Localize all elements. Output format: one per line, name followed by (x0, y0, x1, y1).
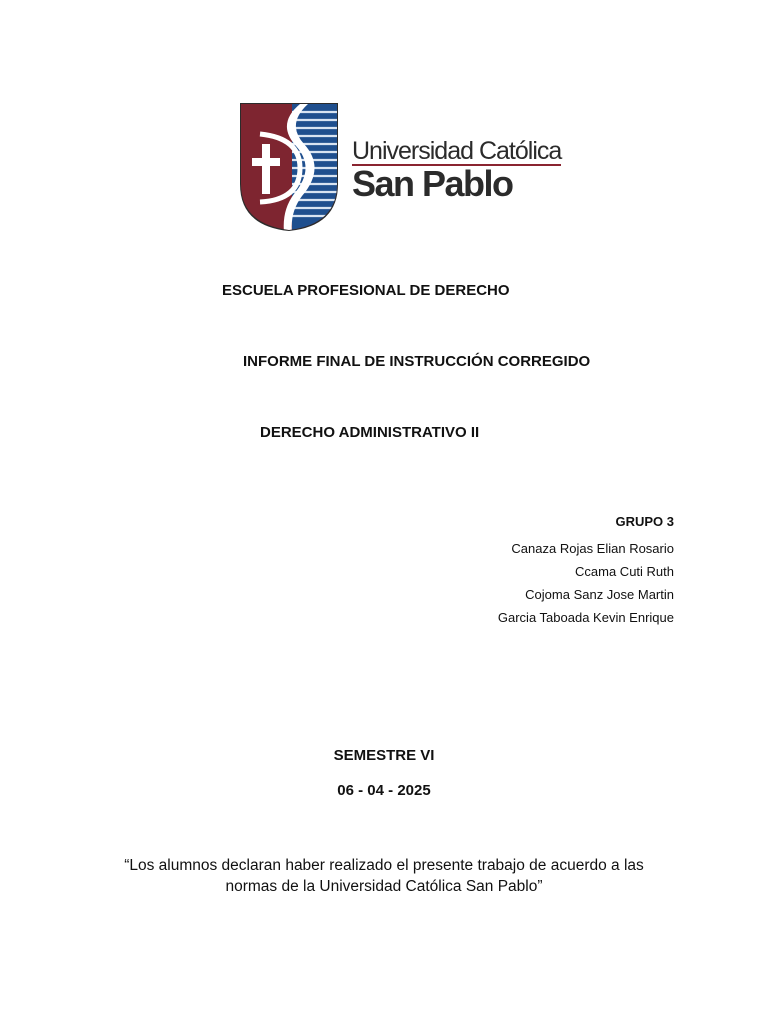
university-logo (238, 102, 562, 232)
logo-text (352, 138, 561, 202)
group-member: Ccama Cuti Ruth (575, 564, 674, 579)
logo-university-name: Universidad Católica (352, 137, 562, 165)
group-title: GRUPO 3 (615, 514, 674, 529)
declaration-line: “Los alumnos declaran haber realizado el presente trabajo de acuerdo a las (124, 857, 644, 874)
logo-campus-name: San Pablo (352, 163, 513, 204)
date-label: 06 - 04 - 2025 (337, 782, 431, 799)
declaration-line: normas de la Universidad Católica San Pablo” (225, 878, 543, 895)
report-heading: INFORME FINAL DE INSTRUCCIÓN CORREGIDO (243, 353, 591, 370)
course-heading: DERECHO ADMINISTRATIVO II (260, 424, 480, 441)
semester-label: SEMESTRE VI (333, 747, 435, 764)
group-member: Canaza Rojas Elian Rosario (511, 541, 674, 556)
group-member: Garcia Taboada Kevin Enrique (497, 610, 674, 625)
declaration-text (84, 855, 684, 897)
cross-shield-icon (238, 102, 342, 232)
group-member: Cojoma Sanz Jose Martin (525, 587, 674, 602)
school-heading: ESCUELA PROFESIONAL DE DERECHO (222, 282, 510, 299)
group-block (498, 514, 674, 629)
